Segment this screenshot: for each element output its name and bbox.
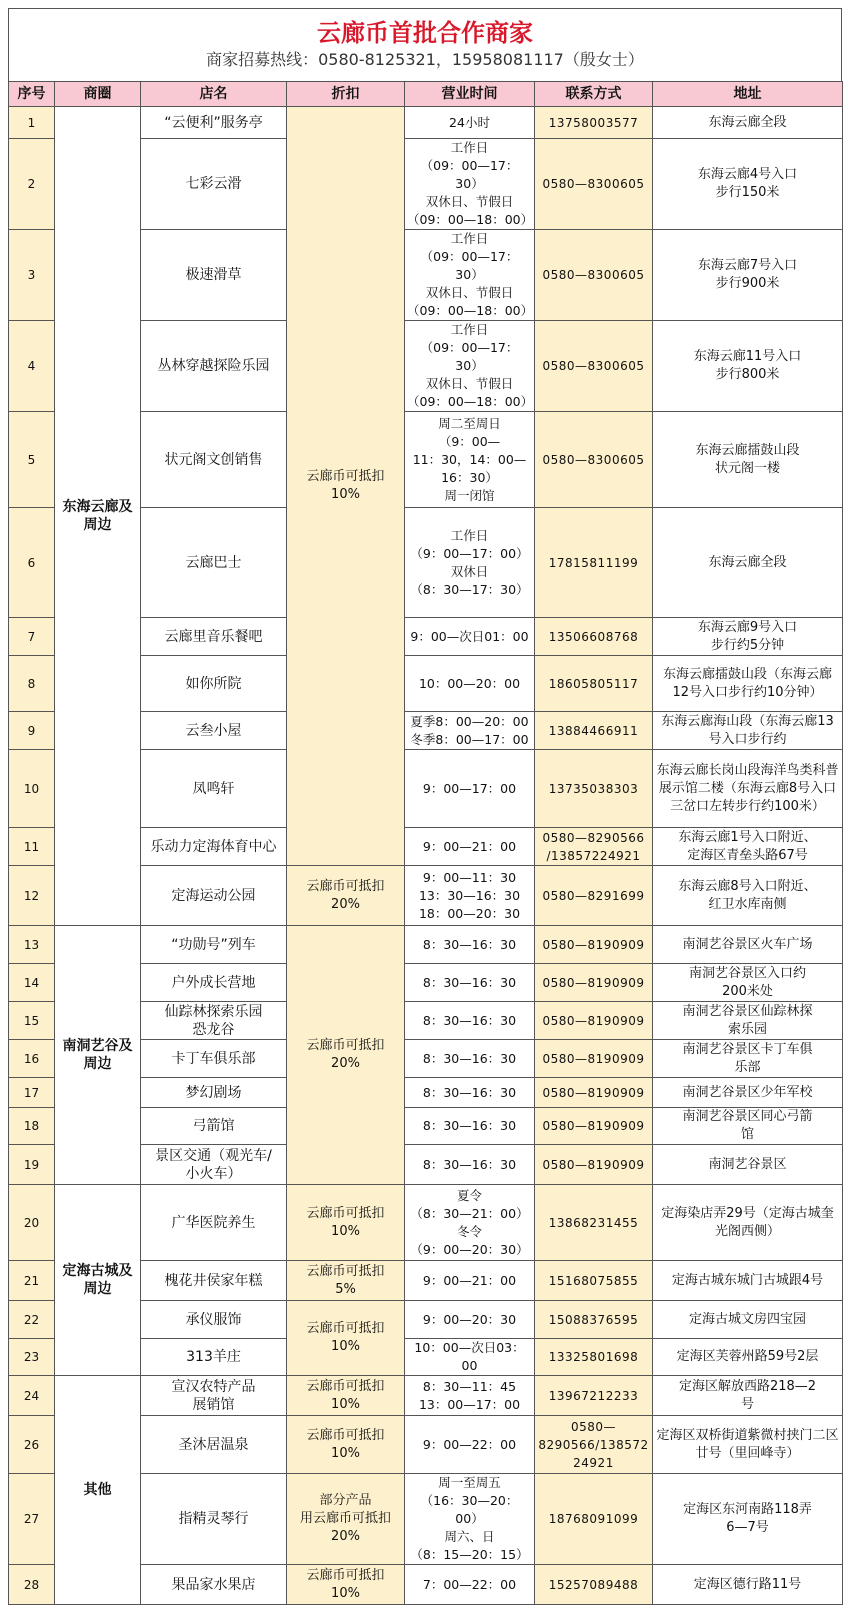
address: 南洞艺谷景区少年军校 [653,1078,843,1108]
row-number: 5 [9,412,55,508]
address: 东海云廊1号入口附近、 定海区青垒头路67号 [653,828,843,866]
business-hours: 周二至周日 （9：00— 11：30，14：00— 16：30） 周一闭馆 [405,412,535,508]
address: 南洞艺谷景区入口约 200米处 [653,964,843,1002]
discount-cell: 云廊币可抵扣 20% [287,926,405,1185]
contact-info: 0580—8190909 [535,964,653,1002]
table-row [9,926,843,964]
contact-info: 0580—8300605 [535,230,653,321]
shop-name: 景区交通（观光车/ 小火车） [141,1145,287,1185]
shop-name: 极速滑草 [141,230,287,321]
row-number: 22 [9,1301,55,1339]
table-row [9,1376,843,1416]
shop-name: 槐花井侯家年糕 [141,1261,287,1301]
address: 南洞艺谷景区 [653,1145,843,1185]
address: 东海云廊海山段（东海云廊13号入口步行约 [653,712,843,750]
hotline-text: 商家招募热线：0580-8125321，15958081117（殷女士） [206,50,644,69]
business-hours: 9：00—20：30 [405,1301,535,1339]
header [8,8,842,81]
contact-info: 0580— 8290566/138572 24921 [535,1416,653,1474]
row-number: 9 [9,712,55,750]
address: 东海云廊7号入口 步行900米 [653,230,843,321]
contact-info: 18768091099 [535,1474,653,1565]
address: 定海古城文房四宝园 [653,1301,843,1339]
row-number: 17 [9,1078,55,1108]
contact-info: 15257089488 [535,1565,653,1605]
zone-cell: 南洞艺谷及周边 [55,926,141,1185]
business-hours: 9：00—11：30 13：30—16：30 18：00—20：30 [405,866,535,926]
row-number: 11 [9,828,55,866]
shop-name: 七彩云滑 [141,139,287,230]
discount-cell: 云廊币可抵扣 10% [287,1301,405,1376]
business-hours: 8：30—16：30 [405,964,535,1002]
address: 东海云廊4号入口 步行150米 [653,139,843,230]
discount-cell: 云廊币可抵扣 5% [287,1261,405,1301]
row-number: 18 [9,1108,55,1145]
row-number: 2 [9,139,55,230]
shop-name: 凤鸣轩 [141,750,287,828]
business-hours: 8：30—16：30 [405,1002,535,1040]
row-number: 8 [9,656,55,712]
address: 东海云廊全段 [653,107,843,139]
row-number: 28 [9,1565,55,1605]
address: 定海区双桥街道紫微村挟门二区廿号（里回峰寺） [653,1416,843,1474]
business-hours: 8：30—11：45 13：00—17：00 [405,1376,535,1416]
zone-cell: 定海古城及周边 [55,1185,141,1376]
page-title: 云廊币首批合作商家 [317,19,533,47]
discount-cell: 云廊币可抵扣 10% [287,107,405,866]
contact-info: 0580—8300605 [535,139,653,230]
table-header-row [9,82,843,107]
business-hours: 7：00—22：00 [405,1565,535,1605]
shop-name: 果品家水果店 [141,1565,287,1605]
zone-cell: 其他 [55,1376,141,1605]
address: 南洞艺谷景区仙踪林探 索乐园 [653,1002,843,1040]
row-number: 23 [9,1339,55,1376]
business-hours: 8：30—16：30 [405,1078,535,1108]
row-number: 24 [9,1376,55,1416]
contact-info: 0580—8190909 [535,1002,653,1040]
shop-name: 卡丁车俱乐部 [141,1040,287,1078]
business-hours: 24小时 [405,107,535,139]
column-header: 序号 [9,82,55,107]
shop-name: 乐动力定海体育中心 [141,828,287,866]
address: 定海区芙蓉州路59号2层 [653,1339,843,1376]
contact-info: 15168075855 [535,1261,653,1301]
table-row [9,107,843,139]
row-number: 4 [9,321,55,412]
shop-name: “云便利”服务亭 [141,107,287,139]
shop-name: 状元阁文创销售 [141,412,287,508]
row-number: 13 [9,926,55,964]
shop-name: 弓箭馆 [141,1108,287,1145]
business-hours: 8：30—16：30 [405,1145,535,1185]
address: 东海云廊擂鼓山段（东海云廊12号入口步行约10分钟） [653,656,843,712]
address: 东海云廊8号入口附近、 红卫水库南侧 [653,866,843,926]
address: 南洞艺谷景区火车广场 [653,926,843,964]
shop-name: 宣汉农特产品 展销馆 [141,1376,287,1416]
contact-info: 0580—8190909 [535,1108,653,1145]
column-header: 联系方式 [535,82,653,107]
address: 东海云廊长岗山段海洋鸟类科普展示馆二楼（东海云廊8号入口三岔口左转步行约100米） [653,750,843,828]
address: 东海云廊擂鼓山段 状元阁一楼 [653,412,843,508]
address: 定海染店弄29号（定海古城奎光阁西侧） [653,1185,843,1261]
column-header: 商圈 [55,82,141,107]
business-hours: 工作日 （09：00—17：30） 双休日、节假日 （09：00—18：00） [405,321,535,412]
contact-info: 0580—8190909 [535,1040,653,1078]
contact-info: 0580—8190909 [535,926,653,964]
business-hours: 8：30—16：30 [405,1108,535,1145]
row-number: 27 [9,1474,55,1565]
column-header: 地址 [653,82,843,107]
business-hours: 9：00—22：00 [405,1416,535,1474]
row-number: 16 [9,1040,55,1078]
business-hours: 夏季8：00—20：00 冬季8：00—17：00 [405,712,535,750]
discount-cell: 云廊币可抵扣 10% [287,1565,405,1605]
zone-cell: 东海云廊及周边 [55,107,141,926]
contact-info: 13506608768 [535,618,653,656]
shop-name: 户外成长营地 [141,964,287,1002]
contact-info: 13325801698 [535,1339,653,1376]
row-number: 14 [9,964,55,1002]
address: 东海云廊11号入口 步行800米 [653,321,843,412]
address: 东海云廊全段 [653,508,843,618]
contact-info: 0580—8291699 [535,866,653,926]
address: 定海古城东城门古城跟4号 [653,1261,843,1301]
shop-name: 指精灵琴行 [141,1474,287,1565]
shop-name: 梦幻剧场 [141,1078,287,1108]
business-hours: 工作日 （09：00—17：30） 双休日、节假日 （09：00—18：00） [405,139,535,230]
contact-info: 13735038303 [535,750,653,828]
business-hours: 9：00—21：00 [405,828,535,866]
business-hours: 8：30—16：30 [405,926,535,964]
shop-name: 如你所院 [141,656,287,712]
contact-info: 17815811199 [535,508,653,618]
row-number: 19 [9,1145,55,1185]
row-number: 26 [9,1416,55,1474]
contact-info: 0580—8190909 [535,1145,653,1185]
discount-cell: 云廊币可抵扣 10% [287,1376,405,1416]
contact-info: 0580—8300605 [535,412,653,508]
business-hours: 工作日 （9：00—17：00） 双休日 （8：30—17：30） [405,508,535,618]
row-number: 10 [9,750,55,828]
address: 东海云廊9号入口 步行约5分钟 [653,618,843,656]
shop-name: 云叁小屋 [141,712,287,750]
business-hours: 周一至周五 （16：30—20：00） 周六、日 （8：15—20：15） [405,1474,535,1565]
contact-info: 0580—8190909 [535,1078,653,1108]
shop-name: “功勋号”列车 [141,926,287,964]
merchant-table [8,81,843,1605]
address: 南洞艺谷景区同心弓箭 馆 [653,1108,843,1145]
shop-name: 定海运动公园 [141,866,287,926]
business-hours: 工作日 （09：00—17：30） 双休日、节假日 （09：00—18：00） [405,230,535,321]
address: 南洞艺谷景区卡丁车俱 乐部 [653,1040,843,1078]
business-hours: 9：00—21：00 [405,1261,535,1301]
column-header: 店名 [141,82,287,107]
contact-info: 0580—8290566 /13857224921 [535,828,653,866]
column-header: 折扣 [287,82,405,107]
shop-name: 仙踪林探索乐园 恐龙谷 [141,1002,287,1040]
contact-info: 18605805117 [535,656,653,712]
contact-info: 0580—8300605 [535,321,653,412]
table-body [9,107,843,1605]
contact-info: 13758003577 [535,107,653,139]
discount-cell: 部分产品 用云廊币可抵扣 20% [287,1474,405,1565]
address: 定海区东河南路118弄 6—7号 [653,1474,843,1565]
row-number: 3 [9,230,55,321]
business-hours: 8：30—16：30 [405,1040,535,1078]
discount-cell: 云廊币可抵扣 10% [287,1416,405,1474]
shop-name: 云廊里音乐餐吧 [141,618,287,656]
address: 定海区解放西路218—2 号 [653,1376,843,1416]
row-number: 21 [9,1261,55,1301]
shop-name: 广华医院养生 [141,1185,287,1261]
row-number: 12 [9,866,55,926]
document [8,8,842,1605]
shop-name: 圣沐居温泉 [141,1416,287,1474]
business-hours: 9：00—17：00 [405,750,535,828]
business-hours: 夏令 （8：30—21：00） 冬令 （9：00—20：30） [405,1185,535,1261]
business-hours: 10：00—次日03：00 [405,1339,535,1376]
row-number: 15 [9,1002,55,1040]
row-number: 6 [9,508,55,618]
column-header: 营业时间 [405,82,535,107]
contact-info: 13967212233 [535,1376,653,1416]
contact-info: 13884466911 [535,712,653,750]
address: 定海区德行路11号 [653,1565,843,1605]
row-number: 20 [9,1185,55,1261]
business-hours: 10：00—20：00 [405,656,535,712]
row-number: 7 [9,618,55,656]
shop-name: 丛林穿越探险乐园 [141,321,287,412]
shop-name: 承仪服饰 [141,1301,287,1339]
shop-name: 云廊巴士 [141,508,287,618]
row-number: 1 [9,107,55,139]
shop-name: 313羊庄 [141,1339,287,1376]
discount-cell: 云廊币可抵扣 10% [287,1185,405,1261]
contact-info: 15088376595 [535,1301,653,1339]
contact-info: 13868231455 [535,1185,653,1261]
table-row [9,1185,843,1261]
business-hours: 9：00—次日01：00 [405,618,535,656]
discount-cell: 云廊币可抵扣 20% [287,866,405,926]
